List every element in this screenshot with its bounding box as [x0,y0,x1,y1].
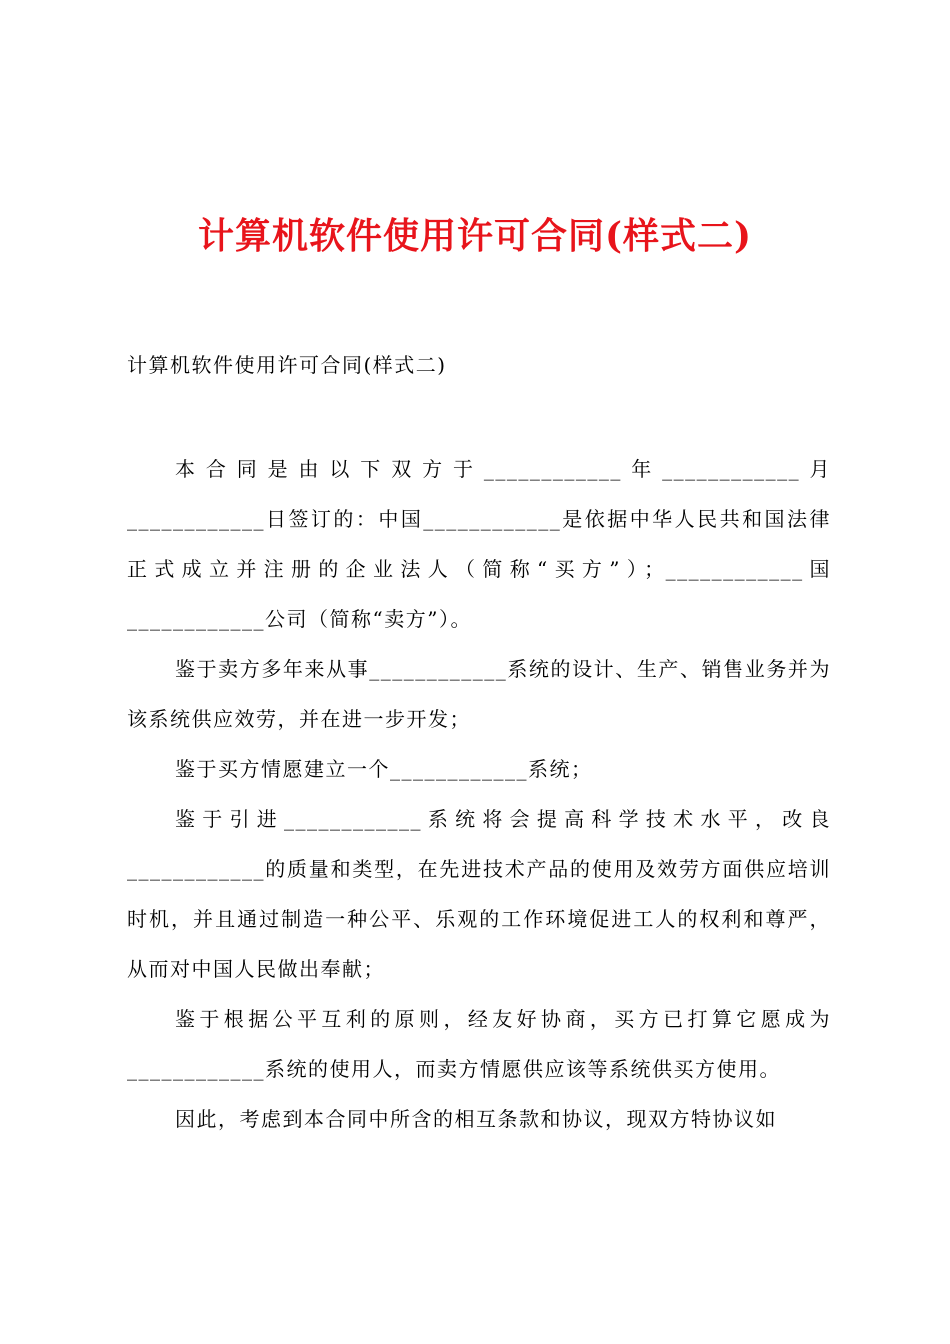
paragraph-parties: 本合同是由以下双方于____________年____________月____________日签订的：中国____________是依据中华人民共和国法律正式成立并注册的企业法人（简称“买方”）；____________国____________公司（简称“卖方”）。 [127,457,831,631]
document-body [127,444,831,1144]
paragraph-buyer-intent: 鉴于买方情愿建立一个____________系统； [175,757,593,781]
document-subtitle: 计算机软件使用许可合同(样式二) [127,353,447,377]
paragraph-introduction-benefits: 鉴于引进____________系统将会提高科学技术水平，改良____________的质量和类型，在先进技术产品的使用及效劳方面供应培训时机，并且通过制造一种公平、乐观的工作环境促进工人的权利和尊严，从而对中国人民做出奉献； [127,807,831,981]
paragraph-mutual-benefit: 鉴于根据公平互利的原则，经友好协商，买方已打算它愿成为____________系统的使用人，而卖方情愿供应该等系统供买方使用。 [127,1007,831,1081]
paragraph-agreement-intro: 因此，考虑到本合同中所含的相互条款和协议，现双方特协议如 [175,1107,777,1131]
document-title: 计算机软件使用许可合同(样式二) [197,215,753,257]
paragraph-seller-business: 鉴于卖方多年来从事____________系统的设计、生产、销售业务并为该系统供应效劳，并在进一步开发； [127,657,831,731]
